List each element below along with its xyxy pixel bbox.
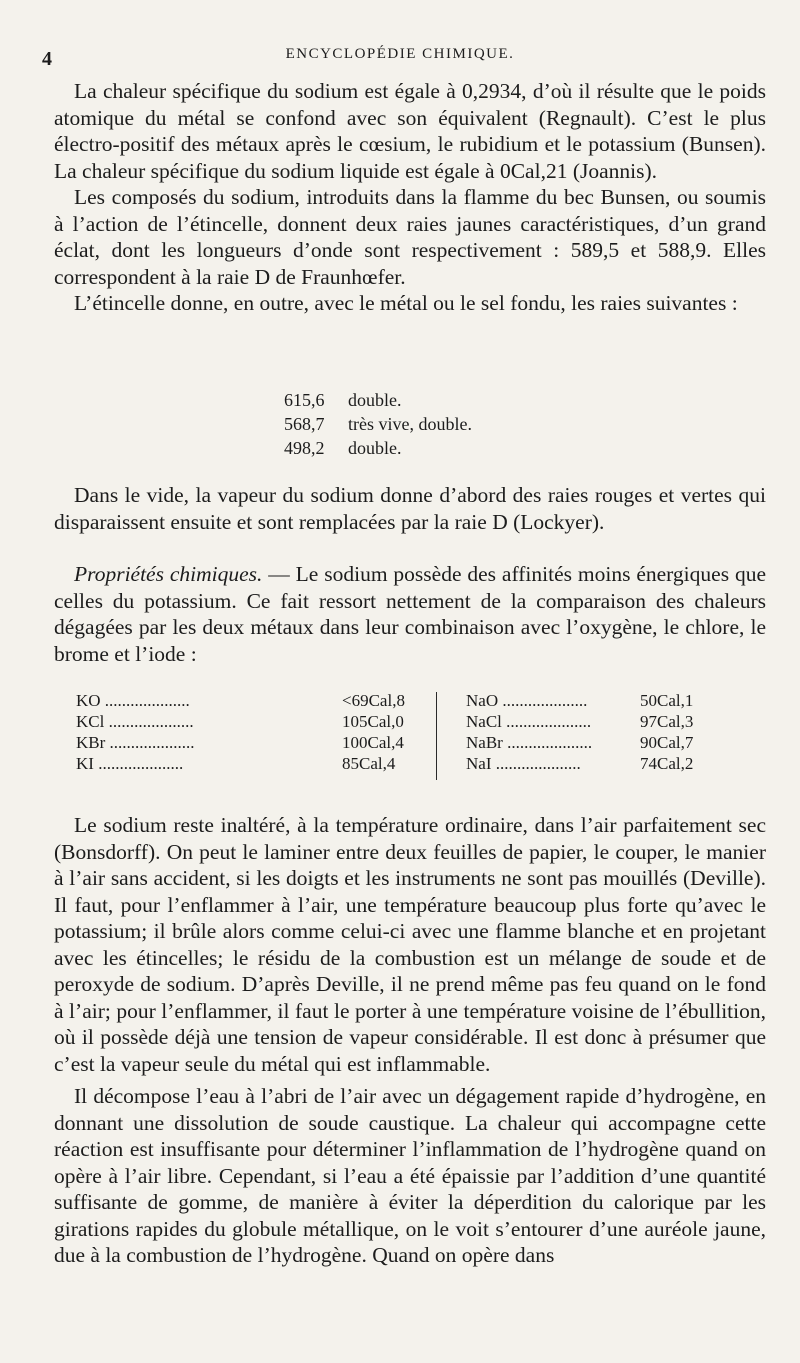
compound: KO .................... [76,691,190,710]
heat-row [466,732,732,753]
line-note: double. [348,438,402,458]
spectral-lines-table [284,388,472,460]
text-block-top [54,78,766,317]
compound: NaCl .................... [466,712,592,731]
section-body: — Le sodium possède des affinités moins énergiques que celles du potassium. Ce fait ressort nettement de la comparaison des chaleurs dégagées par les deux métaux dans leur combinaison avec l’oxygène, le chlore, le brome et l’iode : [54,562,766,666]
wavelength: 615,6 [284,390,325,410]
running-head: ENCYCLOPÉDIE CHIMIQUE. [285,46,515,62]
heat-row [466,711,732,732]
heat-row [76,690,436,711]
table-divider [436,692,437,780]
heat-value: 97Cal,3 [640,712,694,731]
spectral-line-row [284,412,472,436]
compound: KBr .................... [76,733,195,752]
heat-value: 85Cal,4 [342,754,396,773]
paragraph-chemical-properties [54,561,766,667]
heat-row [466,690,732,711]
compound: NaBr .................... [466,733,593,752]
paragraph-spark-lines: L’étincelle donne, en outre, avec le métal ou le sel fondu, les raies suivantes : [74,291,738,315]
heat-row [76,711,436,732]
text-block-bottom [54,812,766,1269]
heat-value: 90Cal,7 [640,733,694,752]
heat-value: 105Cal,0 [342,712,404,731]
compound: NaO .................... [466,691,588,710]
heat-value: 100Cal,4 [342,733,404,752]
line-note: double. [348,390,402,410]
heat-row [76,753,436,774]
potassium-heats-table [76,690,436,774]
spectral-line-row [284,388,472,412]
line-note: très vive, double. [348,414,472,434]
text-block-middle [54,482,766,667]
spectral-line-row [284,436,472,460]
sodium-heats-table [466,690,732,774]
page-number: 4 [42,48,52,70]
paragraph-air-behaviour: Le sodium reste inaltéré, à la température ordinaire, dans l’air parfaitement sec (Bonsdorff). On peut le laminer entre deux feuilles de papier, le couper, le manier à l’air sans accident, si les doigts et les instruments ne sont pas mouillés (Deville). Il faut, pour l’enflammer à l’air, une température beaucoup plus forte qu’avec le potassium; il brûle alors comme celui-ci avec une flamme blanche et en projetant avec les étincelles; le résidu de la combustion est un mélange de soude et de peroxyde de sodium. D’après Deville, il ne prend même pas feu quand on le fond à l’air; pour l’enflammer, il faut le porter à une température voisine de l’ébullition, où il possède déjà une tension de vapeur considérable. Il est donc à présumer que c’est la vapeur seule du métal qui est inflammable. [54,813,766,1076]
paragraph-specific-heat: La chaleur spécifique du sodium est égale à 0,2934, d’où il résulte que le poids atomique du métal se confond avec son équivalent (Regnault). C’est le plus électro-positif des métaux après le cœsium, le rubidium et le potassium (Bunsen). La chaleur spécifique du sodium liquide est égale à 0Cal,21 (Joannis). [54,79,766,183]
compound: NaI .................... [466,754,581,773]
heat-value: 74Cal,2 [640,754,694,773]
section-title: Propriétés chimiques. [74,562,263,586]
paragraph-vacuum-vapour: Dans le vide, la vapeur du sodium donne d’abord des raies rouges et vertes qui disparaissent ensuite et sont remplacées par la raie D (Lockyer). [54,483,766,534]
compound: KI .................... [76,754,184,773]
paragraph-water-reaction: Il décompose l’eau à l’abri de l’air avec un dégagement rapide d’hydrogène, en donnant une dissolution de soude caustique. La chaleur qui accompagne cette réaction est insuffisante pour déterminer l’inflammation de l’hydrogène quand on opère à l’air libre. Cependant, si l’eau a été épaissie par l’addition d’une quantité suffisante de gomme, de manière à éviter la déperdition du calorique par les girations rapides du globule métallique, on le voit s’entourer d’une auréole jaune, due à la combustion de l’hydrogène. Quand on opère dans [54,1084,766,1267]
compound: KCl .................... [76,712,194,731]
heat-value: <69Cal,8 [342,691,405,710]
heat-row [76,732,436,753]
heat-row [466,753,732,774]
heat-value: 50Cal,1 [640,691,694,710]
paragraph-flame-spectrum: Les composés du sodium, introduits dans la flamme du bec Bunsen, ou soumis à l’action de l’étincelle, donnent deux raies jaunes caractéristiques, d’un grand éclat, dont les longueurs d’onde sont respectivement : 589,5 et 588,9. Elles correspondent à la raie D de Fraunhœfer. [54,185,766,289]
wavelength: 568,7 [284,414,325,434]
wavelength: 498,2 [284,438,325,458]
